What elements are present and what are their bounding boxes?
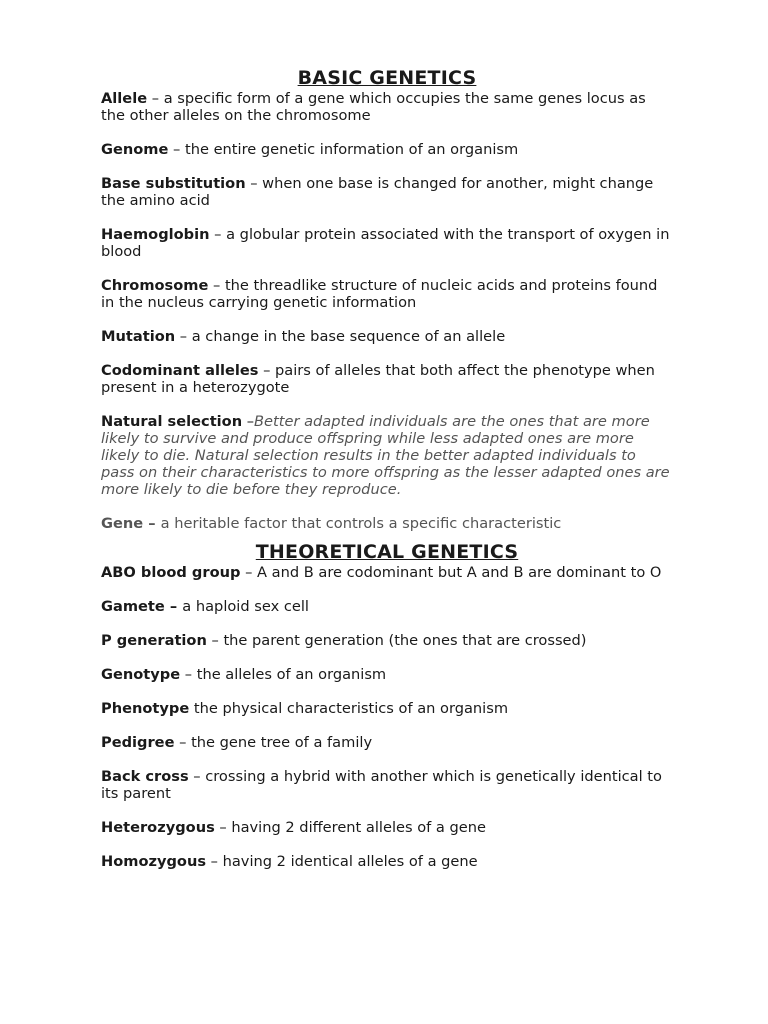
term-label: Heterozygous [101, 819, 215, 836]
term-separator: – [143, 515, 161, 532]
definition-entry-gene [101, 515, 673, 532]
term-separator: – [164, 598, 183, 615]
term-separator: – [240, 564, 258, 581]
term-definition: when one base is changed for another, might change the amino acid [101, 175, 654, 209]
term-separator: – [175, 328, 192, 345]
term-label: Gamete [101, 598, 165, 615]
term-label: Chromosome [101, 277, 209, 294]
term-separator: – [208, 277, 225, 294]
term-label: Homozygous [101, 853, 207, 870]
term-label: Gene [101, 515, 144, 532]
term-separator: – [168, 141, 185, 158]
definition-entry-phenotype [101, 700, 673, 717]
term-definition: a heritable factor that controls a specific characteristic [160, 515, 562, 532]
section-title-theoretical-genetics: THEORETICAL GENETICS [255, 541, 519, 563]
term-definition: the gene tree of a family [191, 734, 373, 751]
term-definition: the parent generation (the ones that are crossed) [223, 632, 587, 649]
definition-entry-chromosome [101, 277, 673, 311]
term-definition: the physical characteristics of an organism [193, 700, 509, 717]
term-definition: having 2 different alleles of a gene [231, 819, 486, 836]
term-label: Back cross [101, 768, 189, 785]
document-page [101, 66, 673, 870]
term-separator: – [180, 666, 197, 683]
basic-genetics-list [101, 90, 673, 532]
term-label: Genotype [101, 666, 181, 683]
term-separator: – [209, 226, 227, 243]
theoretical-genetics-list [101, 564, 673, 870]
term-definition: a haploid sex cell [182, 598, 309, 615]
term-definition: the entire genetic information of an organism [184, 141, 519, 158]
term-label: Genome [101, 141, 169, 158]
term-label: Mutation [101, 328, 176, 345]
term-label: Allele [101, 90, 148, 107]
section-title-basic-genetics: BASIC GENETICS [297, 67, 477, 89]
definition-entry-back-cross [101, 768, 673, 802]
term-separator: – [214, 819, 232, 836]
term-definition: Better adapted individuals are the ones that are more likely to survive and produce offspring while less adapted ones are more likely to die. Natural selection results in the better adapted individuals to pass on their characteristics to more offspring as the lesser adapted ones are more likely to die before they reproduce. [101, 413, 670, 498]
term-definition: the threadlike structure of nucleic acids and proteins found in the nucleus carrying genetic information [101, 277, 658, 311]
term-separator: – [258, 362, 276, 379]
term-definition: a change in the base sequence of an allele [191, 328, 506, 345]
definition-entry-haemoglobin [101, 226, 673, 260]
term-label: Phenotype [101, 700, 190, 717]
term-label: ABO blood group [101, 564, 241, 581]
definition-entry-p-generation [101, 632, 673, 649]
definition-entry-natural-selection [101, 413, 673, 498]
term-definition: crossing a hybrid with another which is genetically identical to its parent [101, 768, 662, 802]
definition-entry-pedigree [101, 734, 673, 751]
term-separator: – [242, 413, 255, 430]
definition-entry-homozygous [101, 853, 673, 870]
term-separator: – [245, 175, 263, 192]
definition-entry-abo-blood-group [101, 564, 673, 581]
definition-entry-genotype [101, 666, 673, 683]
term-label: Base substitution [101, 175, 246, 192]
term-label: Codominant alleles [101, 362, 259, 379]
definition-entry-genome [101, 141, 673, 158]
term-label: Natural selection [101, 413, 243, 430]
term-separator: – [206, 853, 223, 870]
term-separator: – [174, 734, 192, 751]
term-label: Haemoglobin [101, 226, 210, 243]
term-label: P generation [101, 632, 207, 649]
term-definition: a globular protein associated with the transport of oxygen in blood [101, 226, 670, 260]
definition-entry-codominant-alleles [101, 362, 673, 396]
term-definition: having 2 identical alleles of a gene [222, 853, 478, 870]
term-definition: a specific form of a gene which occupies the same genes locus as the other alleles on the chromosome [101, 90, 646, 124]
term-definition: the alleles of an organism [196, 666, 387, 683]
term-separator: – [188, 768, 206, 785]
definition-entry-base-substitution [101, 175, 673, 209]
term-definition: pairs of alleles that both affect the phenotype when present in a heterozygote [101, 362, 655, 396]
term-separator: – [147, 90, 164, 107]
term-label: Pedigree [101, 734, 175, 751]
term-definition: A and B are codominant but A and B are dominant to O [257, 564, 662, 581]
definition-entry-heterozygous [101, 819, 673, 836]
definition-entry-mutation [101, 328, 673, 345]
definition-entry-gamete [101, 598, 673, 615]
term-separator: – [206, 632, 224, 649]
definition-entry-allele [101, 90, 673, 124]
